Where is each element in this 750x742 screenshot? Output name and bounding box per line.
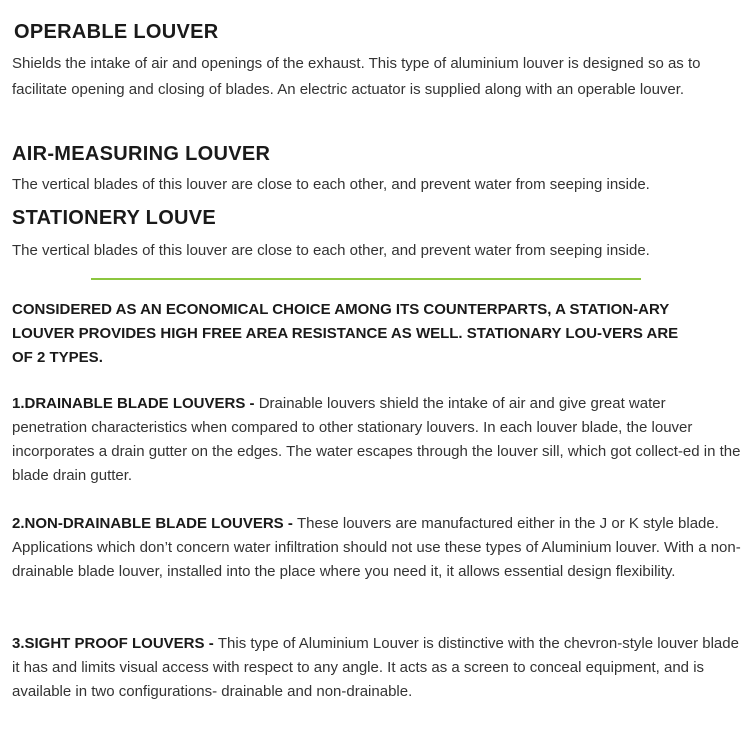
section-title-operable-louver: OPERABLE LOUVER xyxy=(14,21,219,43)
type-item-sight-proof xyxy=(12,632,742,704)
type-title-non-drainable: 2.NON-DRAINABLE BLADE LOUVERS - xyxy=(12,515,298,532)
type-title-drainable: 1.DRAINABLE BLADE LOUVERS - xyxy=(12,395,259,412)
type-body-non-drainable: These louvers are manufactured either in the J or K style blade. Applications which don’t concern water infiltration should not use these types of Aluminium louver. With a non-drainable blade louver, installed into the place where you need it, it allows essential design flexibility. xyxy=(12,515,741,580)
type-body-drainable: Drainable louvers shield the intake of air and give great water penetration characteristics when compared to other stationary louvers. In each louver blade, the louver incorporates a drain gutter on the edges. The water escapes through the louver sill, which got collect-ed in the blade drain gutter. xyxy=(12,395,741,484)
type-title-sight-proof: 3.SIGHT PROOF LOUVERS - xyxy=(12,635,218,652)
section-body-stationery-louve: The vertical blades of this louver are close to each other, and prevent water from seeping inside. xyxy=(12,242,650,259)
section-body-air-measuring-louver: The vertical blades of this louver are close to each other, and prevent water from seeping inside. xyxy=(12,176,650,193)
section-title-stationery-louve: STATIONERY LOUVE xyxy=(12,207,217,229)
type-item-non-drainable xyxy=(12,512,742,584)
green-divider xyxy=(91,278,641,280)
stationary-louver-intro: CONSIDERED AS AN ECONOMICAL CHOICE AMONG ITS COUNTERPARTS, A STATION-ARY LOUVER PROVIDES HIGH FREE AREA RESISTANCE AS WELL. STATIONARY LOU-VERS ARE OF 2 TYPES. xyxy=(12,301,679,366)
section-body-operable-louver: Shields the intake of air and openings of the exhaust. This type of aluminium louver is designed so as to facilitate opening and closing of blades. An electric actuator is supplied along with an operable louver. xyxy=(12,55,701,98)
type-item-drainable xyxy=(12,392,742,488)
type-body-sight-proof: This type of Aluminium Louver is distinctive with the chevron-style louver blade it has and limits visual access with respect to any angle. It acts as a screen to conceal equipment, and is available in two configurations- drainable and non-drainable. xyxy=(12,635,739,700)
section-title-air-measuring-louver: AIR-MEASURING LOUVER xyxy=(12,143,271,165)
